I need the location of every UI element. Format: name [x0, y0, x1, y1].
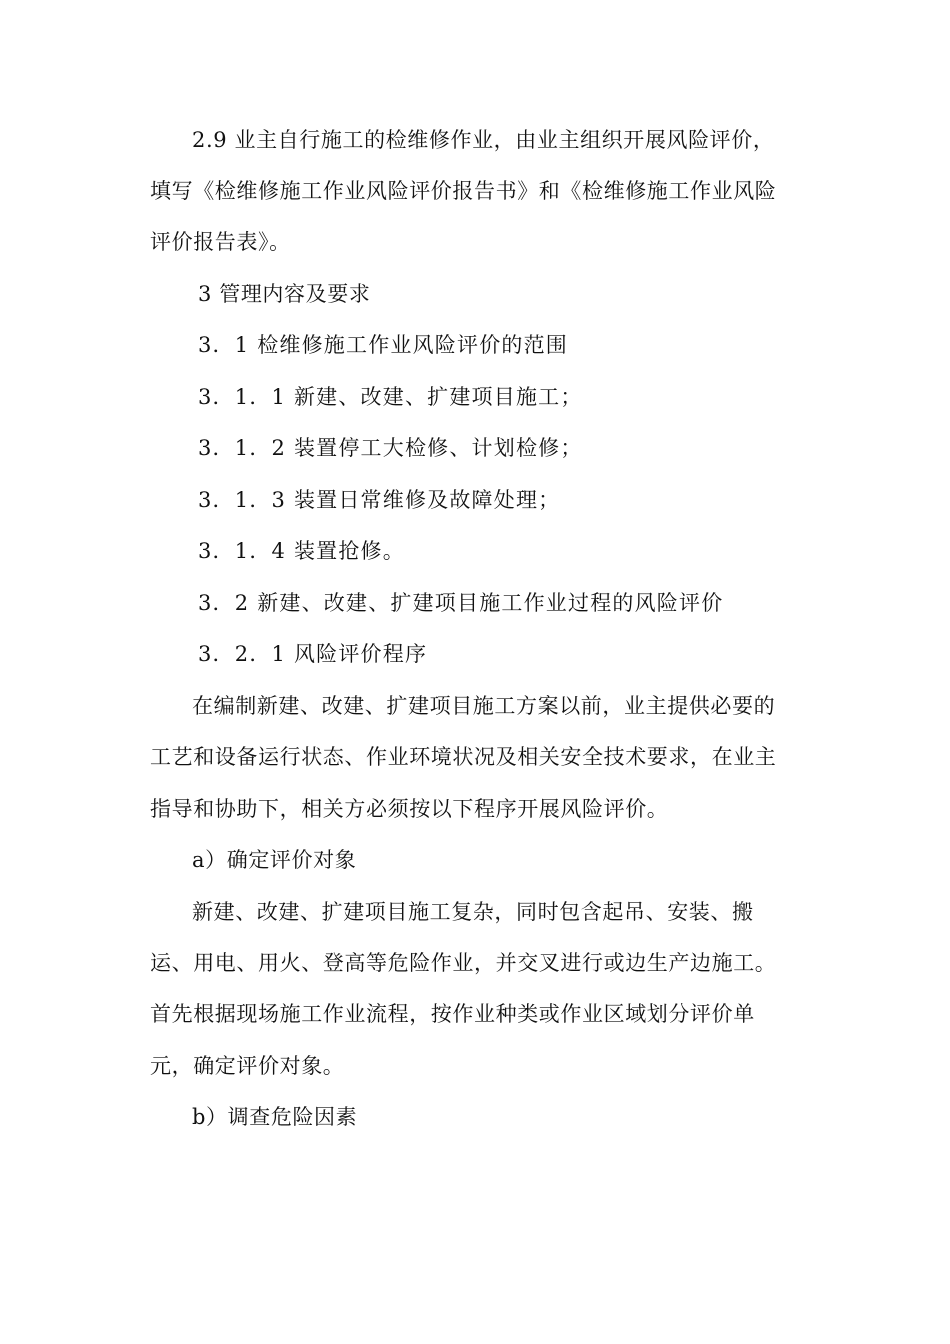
list-item-3-1-4: 3．1．4 装置抢修。 — [198, 539, 405, 563]
paragraph-step-a-line-4: 元，确定评价对象。 — [150, 1054, 345, 1078]
step-b-heading: b）调查危险因素 — [192, 1105, 358, 1129]
paragraph-step-a-line-2: 运、用电、用火、登高等危险作业，并交叉进行或边生产边施工。 — [150, 951, 777, 975]
paragraph-2-9-line-3: 评价报告表》。 — [150, 230, 291, 254]
paragraph-step-a-line-1: 新建、改建、扩建项目施工复杂，同时包含起吊、安装、搬 — [192, 900, 754, 924]
section-heading-3-1: 3．1 检维修施工作业风险评价的范围 — [198, 333, 568, 357]
paragraph-procedure-line-3: 指导和协助下，相关方必须按以下程序开展风险评价。 — [150, 797, 669, 821]
list-item-3-1-2: 3．1．2 装置停工大检修、计划检修； — [198, 436, 583, 460]
section-heading-3-2-1: 3．2．1 风险评价程序 — [198, 642, 428, 666]
paragraph-2-9-line-1: 2.9 业主自行施工的检维修作业，由业主组织开展风险评价， — [192, 128, 775, 152]
section-heading-3: 3 管理内容及要求 — [198, 282, 371, 306]
paragraph-2-9-line-2: 填写《检维修施工作业风险评价报告书》和《检维修施工作业风险 — [150, 179, 777, 203]
paragraph-procedure-line-2: 工艺和设备运行状态、作业环境状况及相关安全技术要求，在业主 — [150, 745, 777, 769]
paragraph-step-a-line-3: 首先根据现场施工作业流程，按作业种类或作业区域划分评价单 — [150, 1002, 755, 1026]
paragraph-procedure-line-1: 在编制新建、改建、扩建项目施工方案以前，业主提供必要的 — [192, 694, 776, 718]
section-heading-3-2: 3．2 新建、改建、扩建项目施工作业过程的风险评价 — [198, 591, 724, 615]
list-item-3-1-3: 3．1．3 装置日常维修及故障处理； — [198, 488, 561, 512]
list-item-3-1-1: 3．1．1 新建、改建、扩建项目施工； — [198, 385, 583, 409]
step-a-heading: a）确定评价对象 — [192, 848, 357, 872]
